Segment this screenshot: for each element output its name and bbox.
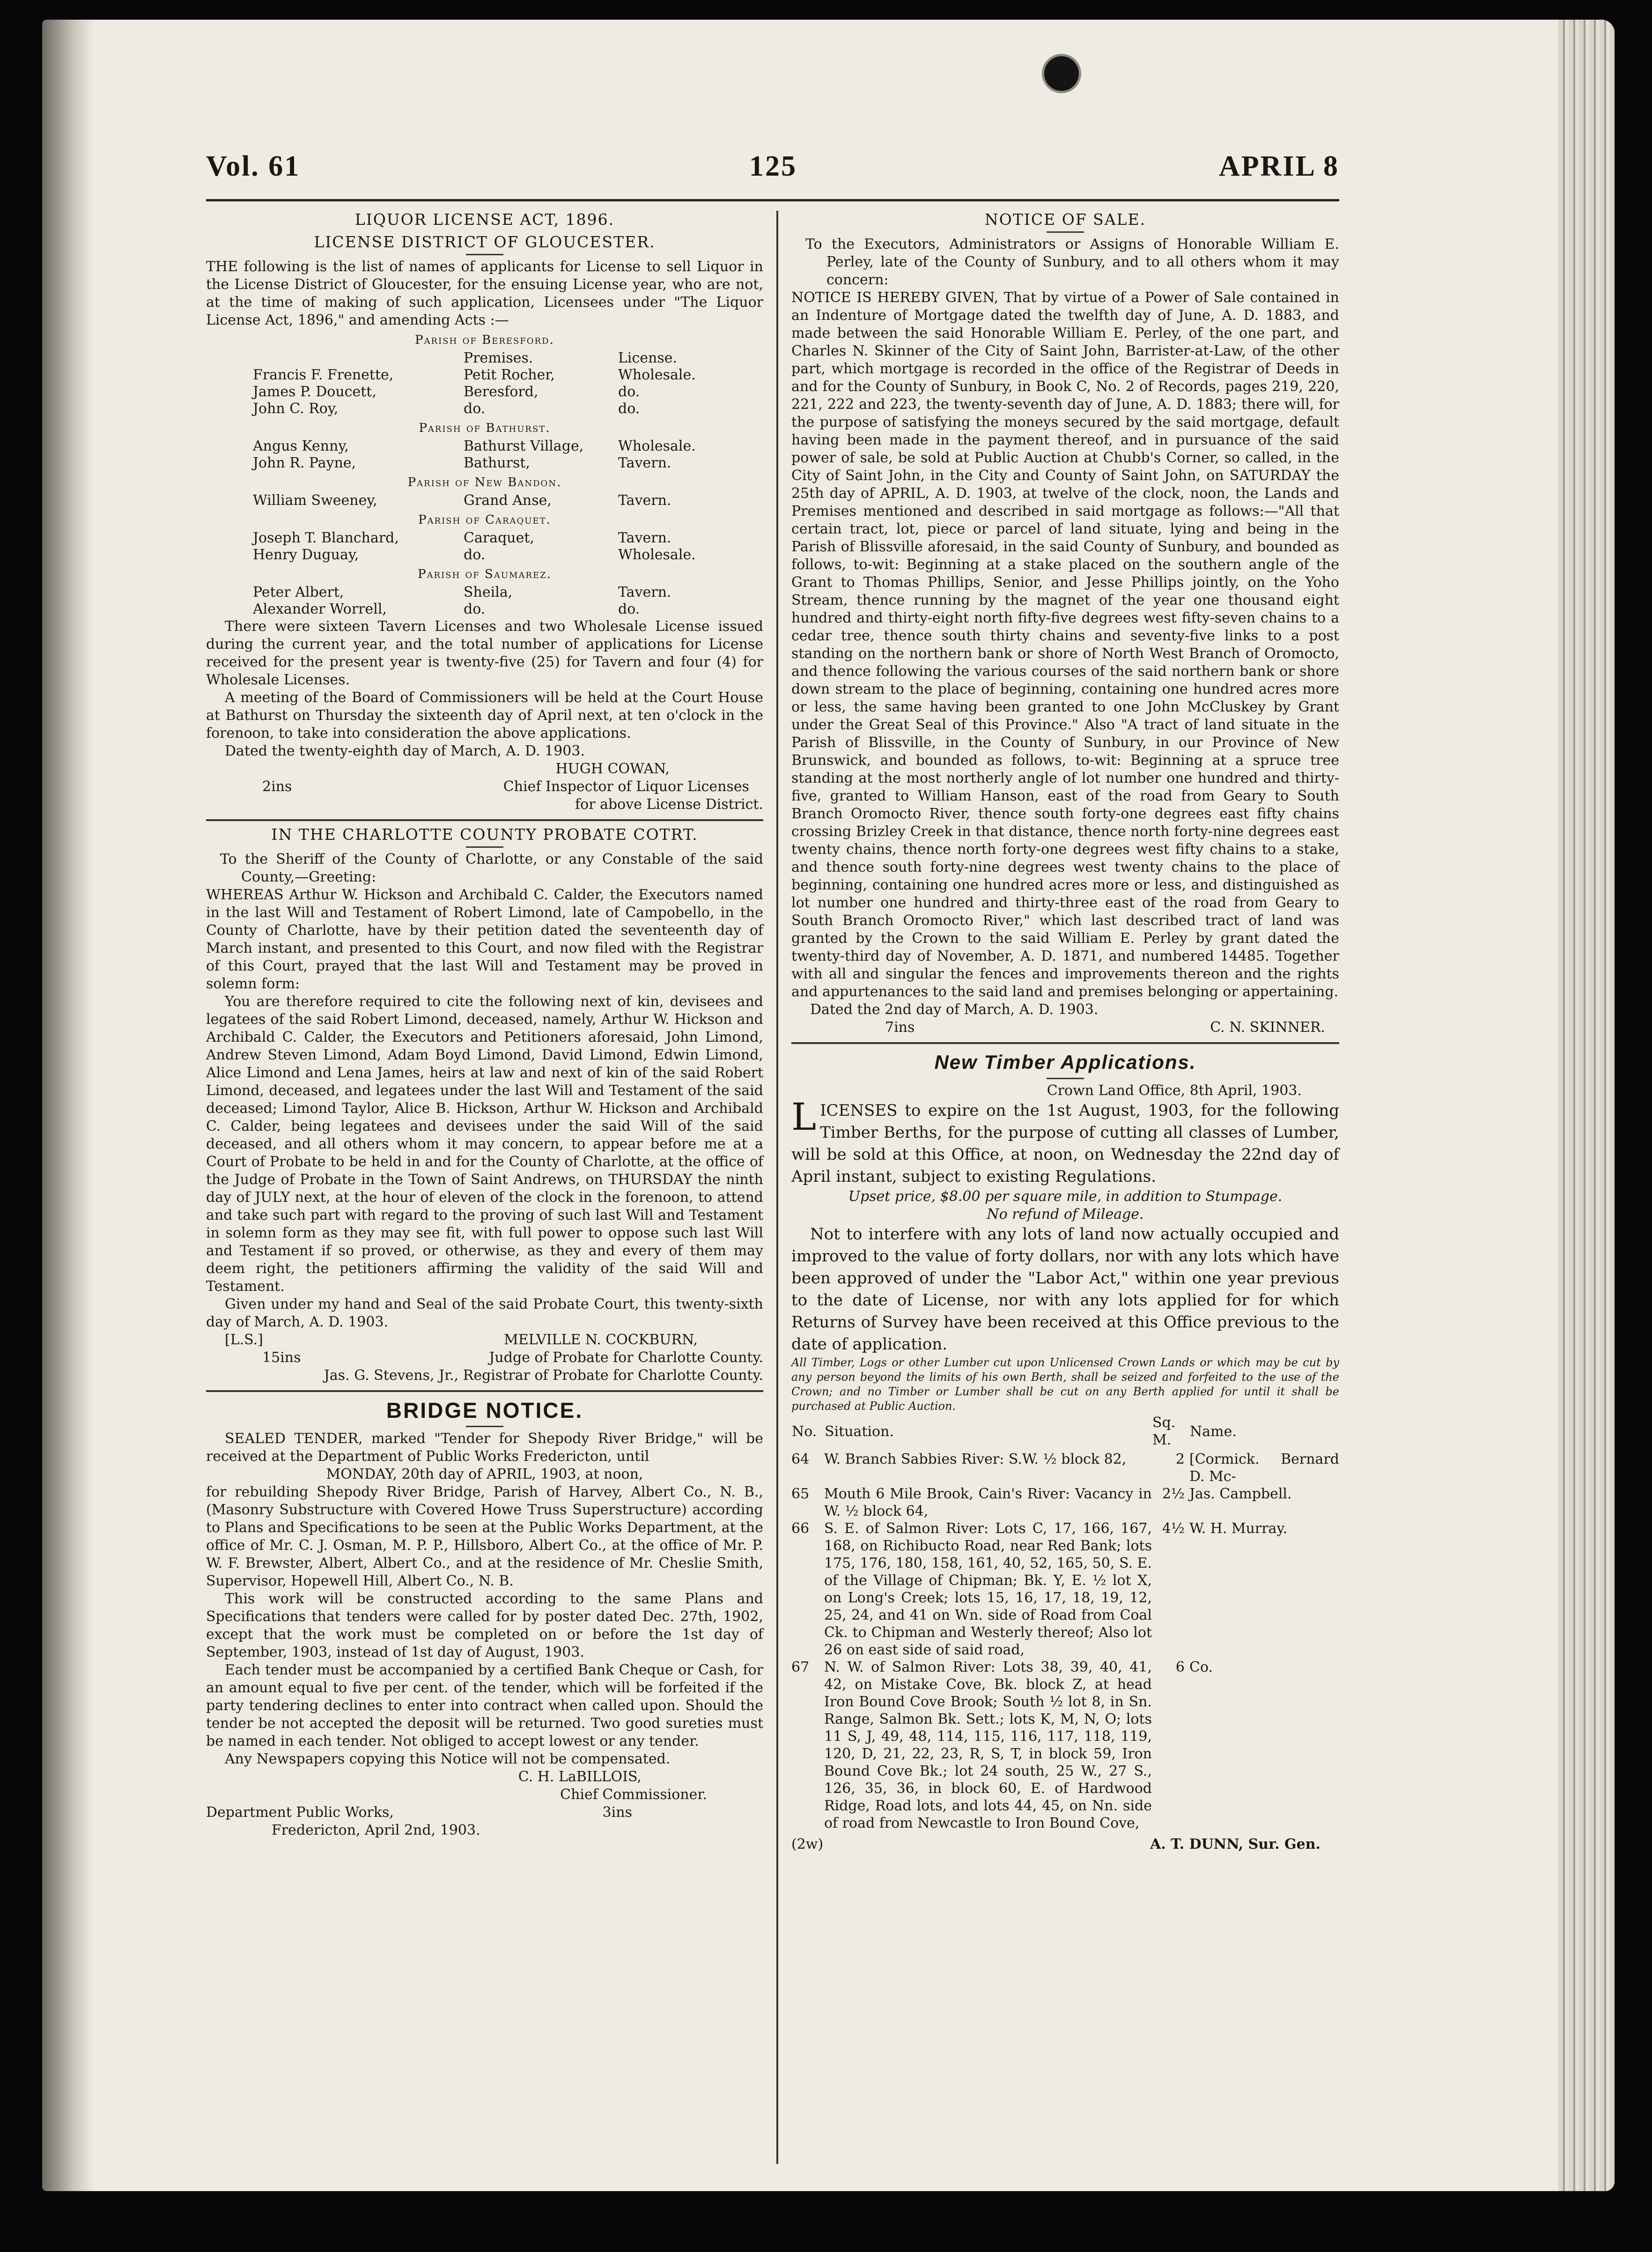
signer-title: Judge of Probate for Charlotte County. (489, 1349, 763, 1366)
paragraph: Not to interfere with any lots of land now actually occupied and improved to the value of forty dollars, nor with any lots which have been approved of under the "Labor Act," within one year previous to the date of License, nor with any lots applied for for which Returns of Survey have been received at this Office previous to the date of application. (791, 1225, 1339, 1354)
applicant-table (253, 438, 721, 472)
table-row: James P. Doucett, Beresford, do. (253, 384, 640, 400)
dated-line: Dated the twenty-eighth day of March, A. D. 1903. (225, 743, 585, 759)
title-dash (466, 1426, 503, 1427)
paragraph: for rebuilding Shepody River Bridge, Parish of Harvey, Albert Co., N. B., (Masonry Substructure with Covered Howe Truss Superstructure) according to Plans and Specifications to be seen at the Public Works Department, at the office of Mr. C. J. Osman, M. P. P., Hillsboro, Albert Co., at the office of Mr. P. W. F. Brewster, Albert, Albert Co., and at the residence of Mr. Cheslie Smith, Supervisor, Hopewell Hill, Albert Co., N. B. (206, 1484, 763, 1589)
paragraph: Given under my hand and Seal of the said Probate Court, this twenty-sixth day of March, A. D. 1903. (206, 1296, 763, 1330)
left-column (206, 206, 763, 1839)
parish-heading: Parish of Caraquet. (418, 513, 551, 527)
paragraph: LICENSES to expire on the 1st August, 1903, for the following Timber Berths, for the purpose of cutting all classes of Lumber, will be sold at this Office, at noon, on Wednesday the 22nd day of April instant, subject to existing Regulations. (791, 1095, 1339, 1186)
column-header: Premises. (464, 350, 533, 366)
notice-title: IN THE CHARLOTTE COUNTY PROBATE COTRT. (271, 825, 698, 844)
volume-label: Vol. 61 (206, 150, 301, 182)
notice-address: To the Executors, Administrators or Assigns of Honorable William E. Perley, late of the County of Sunbury, and to all others whom it may concern: (805, 236, 1339, 288)
parish-heading: Parish of New Bandon. (407, 475, 562, 489)
parish-heading: Parish of Beresford. (415, 333, 554, 347)
column-header: Name. (1190, 1423, 1237, 1440)
signer-block (206, 1349, 763, 1367)
notice-intro: THE following is the list of names of applicants for License to sell Liquor in the License District of Gloucester, for the ensuing License year, who are not, at the time of making of such application, Licensees under "The Liquor License Act, 1896," and amending Acts :— (206, 259, 763, 328)
no-refund: No refund of Mileage. (987, 1206, 1144, 1222)
page-number: 125 (749, 150, 797, 182)
paragraph: NOTICE IS HEREBY GIVEN, That by virtue of a Power of Sale contained in an Indenture of Mortgage dated the twelfth day of June, A. D. 1883, and made between the said Honorable William E. Perley, of the one part, and Charles N. Skinner of the City of Saint John, Barrister-at-Law, of the other part, which mortgage is recorded in the office of the Registrar of Deeds in and for the County of Sunbury, in Book C, No. 2 of Records, pages 219, 220, 221, 222 and 223, the twenty-seventh day of June, A. D. 1883; there will, for the purpose of satisfying the moneys secured by the said mortgage, default having been made in the payment thereof, and in pursuance of the said power of sale, be sold at Public Auction at Chubb's Corner, so called, in the City of Saint John, in the City and County of Saint John, on SATURDAY the 25th day of APRIL, A. D. 1903, at twelve of the clock, noon, the Lands and Premises mentioned and described in said mortgage as follows:—"All that certain tract, lot, piece or parcel of land situate, lying and being in the Parish of Blissville aforesaid, in the said County of Sunbury, and bounded as follows, to-wit: Beginning at a stake placed on the southern angle of the Grant to Thomas Phillips, Senior, and Jesse Phillips jointly, on the Yoho Stream, thence running by the magnet of the year one thousand eight hundred and thirty-eight north fifty-five degrees west fifty-seven chains to a cedar tree, thence south thirty chains and seventy-five links to a post standing on the northern bank or shore of North West Branch of Oromocto, and thence following the various courses of the said northern bank or shore down stream to the place of beginning, containing one hundred acres more or less, the same having been granted to one John McCluskey by Grant under the Great Seal of this Province." Also "A tract of land situate in the Parish of Blissville, in the County of Sunbury, in our Province of New Brunswick, and bounded as follows, to-wit: Beginning at a spruce tree standing at the most northerly angle of lot number one hundred and thirty-five, granted to William Hanson, east of the road from Geary to South Branch Oromocto River, thence south forty-one degrees east fifty chains crossing Brizley Creek in that distance, thence north forty-nine degrees east twenty chains, thence north forty-one degrees west fifty chains to a stake, and thence south forty-nine degrees west twenty chains to the place of beginning, containing one hundred acres more or less, and distinguished as lot number one hundred and thirty-three east of the road from Geary to South Branch Oromocto River," which last described tract of land was granted by the Crown to the said William E. Perley by grant dated the twenty-third day of November, A. D. 1871, and numbered 14485. Together with all and singular the fences and improvements thereon and the rights and appurtenances to the said land and premises belonging or appertaining. (791, 289, 1339, 1000)
insertion-count: 7ins (885, 1019, 915, 1036)
title-dash (1047, 1078, 1084, 1079)
applicant-table (253, 584, 721, 618)
fine-print: All Timber, Logs or other Lumber cut upon Unlicensed Crown Lands or which may be cut by any person beyond the limits of his own Berth, shall be seized and forfeited to the use of the Crown; and no Timber or Lumber shall be cut on any Berth applied for until it shall be purchased at Public Auction. (791, 1356, 1339, 1413)
title-dash (466, 846, 503, 848)
table-row: Angus Kenny, Bathurst Village, Wholesale. (253, 438, 696, 454)
insertion-count: (2w) (791, 1836, 824, 1852)
table-row: John R. Payne, Bathurst, Tavern. (253, 455, 671, 471)
signer-title: Chief Commissioner. (560, 1786, 707, 1803)
stacked-page-edges (1558, 20, 1615, 2191)
signer-title: Chief Inspector of Liquor Licenses (503, 778, 749, 795)
column-header: No. (792, 1423, 817, 1440)
notice-subtitle: LICENSE DISTRICT OF GLOUCESTER. (314, 233, 656, 251)
office-dateline: Crown Land Office, 8th April, 1903. (1047, 1082, 1302, 1099)
section-rule (206, 1390, 763, 1392)
insertion-count: 3ins (602, 1804, 632, 1821)
paragraph: Any Newspapers copying this Notice will not be compensated. (225, 1751, 671, 1767)
bridge-notice (206, 1398, 763, 1839)
paragraph: SEALED TENDER, marked "Tender for Shepody River Bridge," will be received at the Department of Public Works Fredericton, until (206, 1430, 763, 1465)
table-row: Peter Albert, Sheila, Tavern. (253, 584, 671, 600)
paragraph: Each tender must be accompanied by a certified Bank Cheque or Cash, for an amount equal to five per cent. of the tender, which will be forfeited if the party tendering declines to enter into contract when called upon. Should the tender be not accepted the deposit will be returned. Two good sureties must be named in each tender. Not obliged to accept lowest or any tender. (206, 1662, 763, 1749)
running-header (206, 141, 1339, 197)
insertion-count: 15ins (262, 1349, 301, 1366)
signer-name: C. H. LaBILLOIS, (518, 1769, 642, 1785)
applicant-table (253, 350, 721, 417)
notice-title: NOTICE OF SALE. (984, 210, 1146, 229)
table-row: 65 Mouth 6 Mile Brook, Cain's River: Vacancy in W. ½ block 64, 2½ Jas. Campbell. (791, 1486, 1292, 1519)
liquor-license-notice (206, 211, 763, 814)
applicant-table (253, 492, 721, 509)
section-rule (791, 1042, 1339, 1044)
paragraph: This work will be constructed according to the same Plans and Specifications that tenders were called for by poster dated Dec. 27th, 1902, except that the work must be completed on or before the 1st day of September, 1903, instead of 1st day of August, 1903. (206, 1591, 763, 1660)
signer-name: HUGH COWAN, (555, 761, 670, 777)
signer-name: A. T. DUNN, Sur. Gen. (1150, 1836, 1320, 1852)
section-rule (206, 819, 763, 821)
table-row: 66 S. E. of Salmon River: Lots C, 17, 166, 167, 168, on Richibucto Road, near Red Bank; lots 175, 176, 180, 158, 161, 40, 52, 165, 50, S. E. of the Village of Chipman; Bk. Y, E. ½ lot X, on Long's Creek; lots 15, 16, 17, 18, 19, 12, 25, 24, and 41 on Wn. side of Road from Coal Ck. to Chipman and Westerly thereof; Also lot 26 on east side of said road, 4½ W. H. Murray. (791, 1520, 1288, 1658)
applicant-table (253, 530, 721, 563)
table-row: Henry Duguay, do. Wholesale. (253, 547, 696, 563)
right-column (791, 206, 1339, 1853)
column-divider (776, 211, 778, 2164)
table-row: John C. Roy, do. do. (253, 400, 640, 417)
title-dash (1047, 231, 1084, 233)
notice-title: BRIDGE NOTICE. (386, 1398, 583, 1422)
signer-name: MELVILLE N. COCKBURN, (504, 1332, 698, 1348)
signer-title-line: for above License District. (575, 796, 763, 813)
upset-price: Upset price, $8.00 per square mile, in addition to Stumpage. (848, 1188, 1283, 1205)
dated-line: Dated the 2nd day of March, A. D. 1903. (810, 1001, 1099, 1018)
table-row: 67 N. W. of Salmon River: Lots 38, 39, 40, 41, 42, on Mistake Cove, Bk. block Z, at head Iron Bound Cove Brook; South ½ lot 8, in Sn. Range, Salmon Bk. Sett.; lots K, M, N, O; lots 11 S, J, 49, 48, 114, 115, 116, 117, 118, 119, 120, D, 21, 22, 23, R, S, T, in block 59, Iron Bound Cove Bk.; lot 24 south, 25 W., 27 S., 126, 35, 36, in block 60, E. of Hardwood Ridge, Road lots, and lots 44, 45, on Nn. side of road from Newcastle to Iron Bound Cove, 6 Co. (791, 1659, 1213, 1831)
paragraph: A meeting of the Board of Commissioners will be held at the Court House at Bathurst on Thursday the sixteenth day of April next, at ten o'clock in the forenoon, to take into consideration the above applications. (206, 689, 763, 741)
table-row: William Sweeney, Grand Anse, Tavern. (253, 492, 671, 509)
column-header: License. (618, 350, 678, 366)
signer-block (206, 778, 763, 796)
parish-heading: Parish of Bathurst. (419, 421, 551, 435)
title-dash (466, 254, 503, 255)
registrar-line: Jas. G. Stevens, Jr., Registrar of Probate for Charlotte County. (324, 1367, 763, 1384)
paragraph: You are therefore required to cite the following next of kin, devisees and legatees of the said Robert Limond, deceased, namely, Arthur W. Hickson and Archibald C. Calder, the Executors and Petitioners aforesaid, John Limond, Andrew Steven Limond, Adam Boyd Limond, David Limond, Edwin Limond, Alice Limond and Lena James, heirs at law and next of kin of the said Robert Limond, deceased, and legatees under the last Will and Testament of the said deceased; Limond Taylor, Alice B. Hickson, Arthur W. Hickson and Archibald C. Calder, being legatees and devisees under the said Will of the said deceased, and all others whom it may concern, to appear before me at a Court of Probate to be held in and for the County of Charlotte, at the office of the Judge of Probate in the Town of Saint Andrews, on THURSDAY the ninth day of JULY next, at the hour of eleven of the clock in the forenoon, to attend and take such part with regard to the proving of such last Will and Testament in solemn form as they may see fit, with full power to oppose such last Will and Testament if so proved, or otherwise, as they and every of them may deem right, the petitioners affirming the validity of the said Will and Testament. (206, 993, 763, 1295)
signer-block (791, 1019, 1339, 1037)
table-row: Francis F. Frenette, Petit Rocher, Wholesale. (253, 367, 696, 383)
punch-hole-icon (1042, 54, 1081, 93)
signer-block (791, 1836, 1339, 1853)
insertion-count: 2ins (262, 778, 292, 795)
notice-of-sale (791, 211, 1339, 1037)
signer-block (206, 1804, 763, 1822)
timber-applications (791, 1053, 1339, 1853)
header-rule (206, 199, 1339, 201)
paragraph: There were sixteen Tavern Licenses and two Wholesale License issued during the current year, and the total number of applications for License received for the present year is twenty-five (25) for Tavern and four (4) for Wholesale Licenses. (206, 618, 763, 688)
probate-notice (206, 826, 763, 1385)
paragraph: WHEREAS Arthur W. Hickson and Archibald C. Calder, the Executors named in the last Will and Testament of Robert Limond, late of Campobello, in the County of Charlotte, have by their petition dated the seventeenth day of March instant, and presented to this Court, and now filed with the Registrar of this Court, prayed that the last Will and Testament may be proved in solemn form: (206, 887, 763, 992)
notice-address: To the Sheriff of the County of Charlotte, or any Constable of the said County,—Greeting: (220, 851, 763, 885)
department-date: Fredericton, April 2nd, 1903. (272, 1822, 480, 1838)
signer-block (206, 1331, 763, 1349)
notice-title: New Timber Applications. (934, 1051, 1196, 1073)
department-line: Department Public Works, (206, 1804, 394, 1821)
signer-name: C. N. SKINNER. (1210, 1019, 1325, 1036)
table-row: Alexander Worrell, do. do. (253, 601, 640, 617)
column-header: Situation. (825, 1423, 894, 1440)
parish-heading: Parish of Saumarez. (418, 567, 552, 581)
notice-title: LIQUOR LICENSE ACT, 1896. (354, 210, 615, 229)
table-row: 64 W. Branch Sabbies River: S.W. ½ block 82, 2 [Cormick. Bernard D. Mc- (791, 1451, 1339, 1485)
table-header-row (791, 1414, 1339, 1451)
column-header: Sq. M. (1152, 1415, 1176, 1448)
issue-date: APRIL 8 (1219, 150, 1339, 182)
binding-gutter (42, 20, 94, 2191)
tender-deadline: MONDAY, 20th day of APRIL, 1903, at noon, (326, 1466, 643, 1482)
timber-berth-table (791, 1414, 1339, 1832)
table-header-row (253, 350, 721, 367)
table-row: Joseph T. Blanchard, Caraquet, Tavern. (253, 530, 671, 546)
seal-mark: [L.S.] (225, 1332, 263, 1348)
